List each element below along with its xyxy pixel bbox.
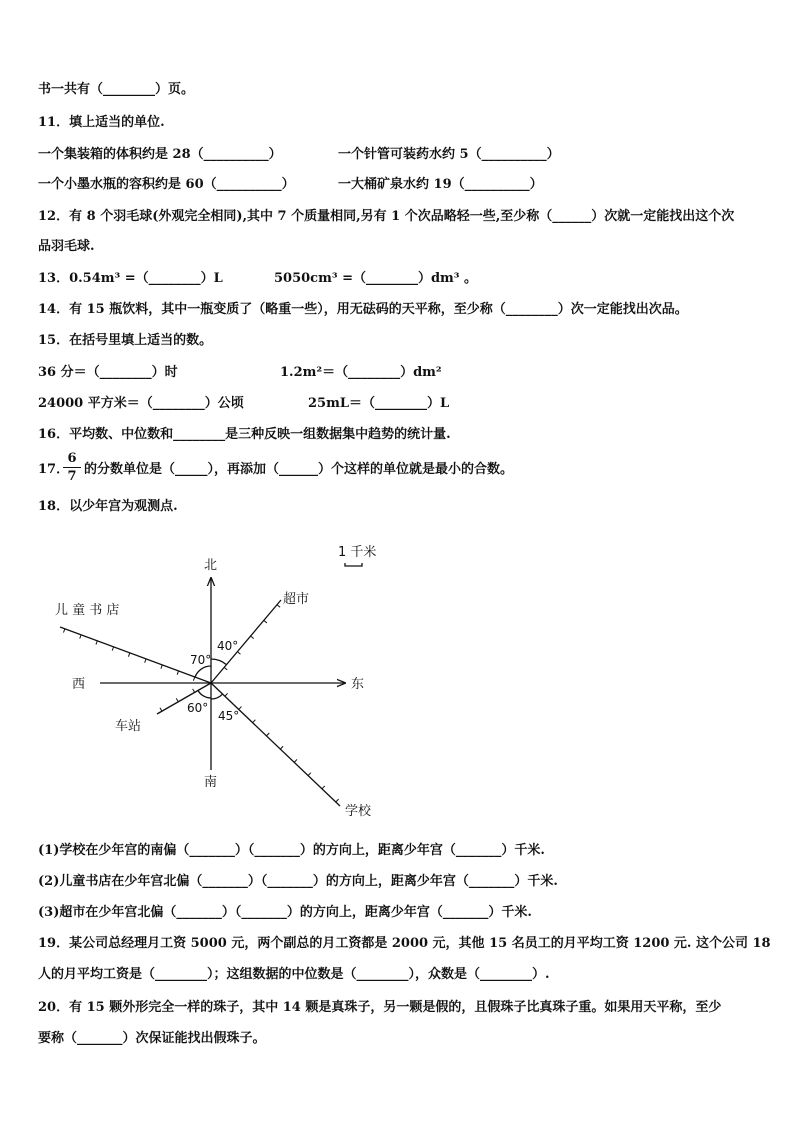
question-12-line2: 品羽毛球. (38, 239, 95, 254)
bookstore-ray-tick (96, 641, 97, 645)
angle-label-60: 60° (187, 701, 209, 715)
question-17-number: 17． (38, 462, 70, 477)
label-bookstore: 儿 童 书 店 (55, 603, 120, 618)
fraction-denominator: 7 (67, 469, 77, 484)
bookstore-ray-tick (177, 671, 178, 675)
question-12-line1: 12．有 8 个羽毛球(外观完全相同),其中 7 个质量相同,另有 1 个次品略轻一些,至少称（______）次就一定能找出这个次 (38, 209, 735, 224)
question-11-d: 一大桶矿泉水约 19（__________） (338, 177, 543, 192)
fraction-bar (63, 467, 81, 468)
label-east: 东 (351, 677, 365, 692)
question-11-a: 一个集装箱的体积约是 28（__________） (38, 147, 282, 162)
question-18-part1: (1)学校在少年宫的南偏（_______）（_______）的方向上，距离少年宫（_______）千米. (38, 843, 545, 858)
fraction-numerator: 6 (67, 451, 77, 466)
question-13-b: 5050cm³ =（________）dm³ 。 (274, 271, 478, 286)
question-15-d: 25mL＝（________）L (308, 396, 450, 411)
question-20-line2: 要称（_______）次保证能找出假珠子。 (38, 1031, 266, 1046)
label-station: 车站 (115, 719, 142, 734)
bookstore-ray-tick (128, 653, 129, 657)
question-14: 14．有 15 瓶饮料，其中一瓶变质了（略重一些），用无砝码的天平称，至少称（________）次一定能找出次品。 (38, 302, 688, 317)
question-15-b: 1.2m²＝（________）dm² (280, 365, 442, 380)
school-ray-tick (294, 759, 297, 762)
question-18-part3: (3)超市在少年宫北偏（_______）（_______）的方向上，距离少年宫（_______）千米. (38, 905, 532, 920)
school-ray-tick (308, 773, 311, 776)
angle-label-45: 45° (218, 709, 240, 723)
school-ray-tick (280, 746, 283, 749)
fraction-six-sevenths (63, 451, 81, 484)
school-ray-tick (322, 786, 325, 789)
school-ray-tick (225, 693, 228, 696)
label-north: 北 (204, 558, 218, 573)
school-ray-tick (253, 720, 256, 723)
question-20-line1: 20．有 15 颗外形完全一样的珠子，其中 14 颗是真珠子，另一颗是假的，且假珠子比真珠子重。如果用天平称，至少 (38, 1000, 722, 1015)
angle-label-40: 40° (217, 639, 239, 653)
label-south: 南 (204, 775, 218, 790)
direction-diagram (0, 530, 794, 830)
question-13-a: 13．0.54m³ =（________）L (38, 271, 223, 286)
bookstore-ray-tick (112, 647, 113, 651)
angle-arc-ne (211, 659, 226, 665)
supermarket-ray-tick (264, 620, 267, 623)
station-ray-tick (176, 698, 178, 701)
school-ray (211, 683, 340, 806)
question-17-text: 的分数单位是（_____），再添加（______）个这样的单位就是最小的合数。 (84, 462, 514, 477)
question-15: 15．在括号里填上适当的数。 (38, 333, 213, 348)
scale-bar (345, 563, 362, 566)
supermarket-ray-tick (251, 636, 254, 639)
station-ray-tick (193, 689, 195, 692)
question-11-b: 一个针管可装药水约 5（__________） (338, 147, 560, 162)
question-11: 11．填上适当的单位. (38, 115, 165, 130)
bookstore-ray-tick (80, 635, 81, 639)
school-ray-tick (266, 733, 269, 736)
station-ray-tick (160, 708, 162, 711)
bookstore-ray-tick (161, 665, 162, 669)
question-16: 16．平均数、中位数和________是三种反映一组数据集中趋势的统计量. (38, 427, 451, 442)
question-18: 18．以少年宫为观测点. (38, 499, 178, 514)
supermarket-ray-tick (277, 605, 280, 608)
label-supermarket: 超市 (283, 592, 310, 607)
question-11-c: 一个小墨水瓶的容积约是 60（__________） (38, 177, 295, 192)
label-west: 西 (72, 677, 86, 692)
bookstore-ray-tick (145, 659, 146, 663)
angle-arc-sw (198, 691, 211, 699)
question-19-line1: 19．某公司总经理月工资 5000 元，两个副总的月工资都是 2000 元，其他 15 名员工的月平均工资 1200 元. 这个公司 18 (38, 936, 771, 951)
supermarket-ray-tick (224, 667, 227, 670)
label-school: 学校 (345, 804, 372, 819)
bookstore-ray-tick (193, 677, 194, 681)
bookstore-ray (60, 627, 211, 683)
school-ray-tick (336, 799, 339, 802)
angle-label-70: 70° (190, 653, 212, 667)
question-15-c: 24000 平方米＝（________）公顷 (38, 396, 244, 411)
label-scale: 1 千米 (338, 545, 377, 560)
bookstore-ray-tick (63, 629, 64, 633)
angle-arc-nw (195, 666, 211, 677)
question-15-a: 36 分＝（________）时 (38, 365, 178, 380)
question-18-part2: (2)儿童书店在少年宫北偏（_______）（_______）的方向上，距离少年宫（_______）千米. (38, 874, 558, 889)
angle-arc-se (211, 694, 222, 699)
line-book-pages: 书一共有（________）页。 (38, 82, 195, 97)
question-19-line2: 人的月平均工资是（________）；这组数据的中位数是（________），众数是（________）. (38, 967, 550, 982)
